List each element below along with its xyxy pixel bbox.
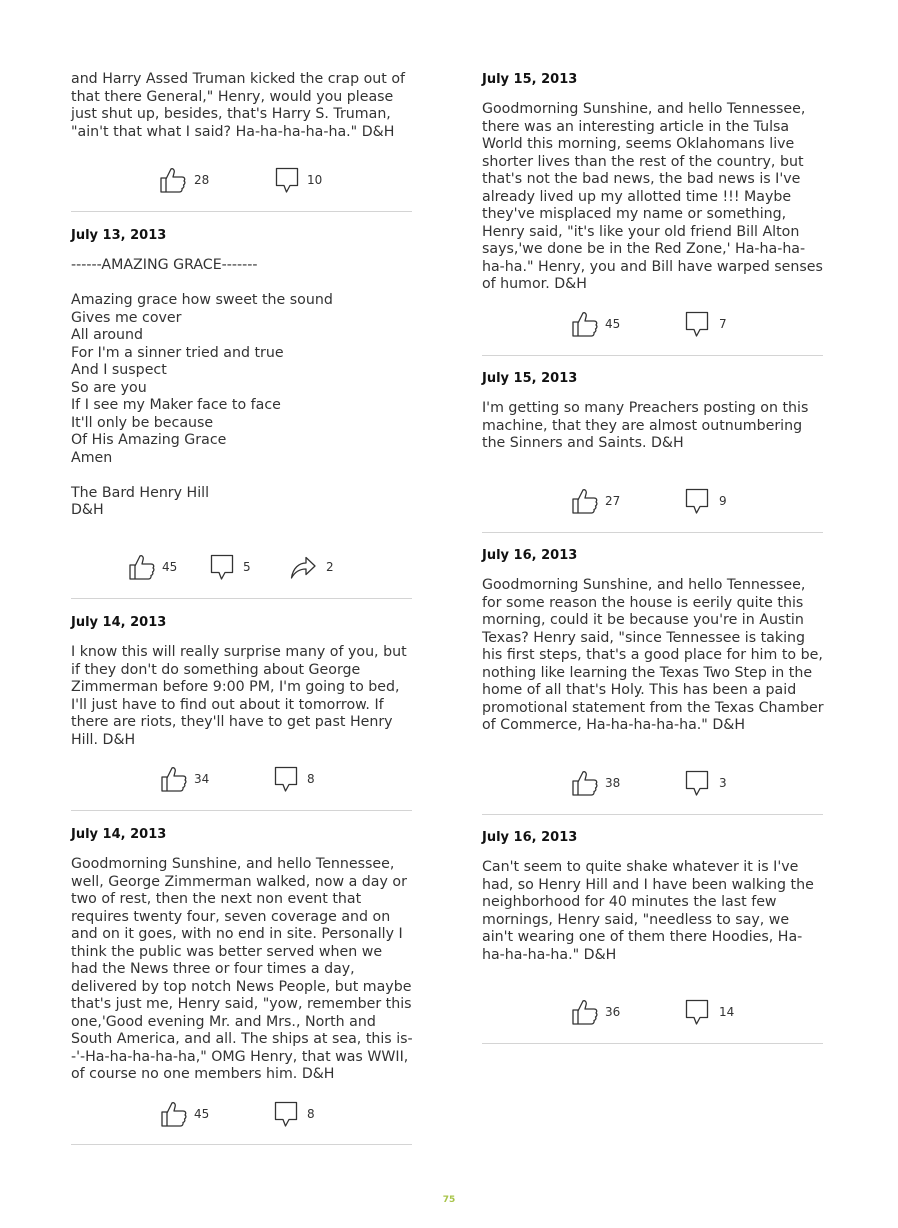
comment-count: 8 (307, 1107, 315, 1121)
divider (482, 1043, 823, 1044)
post-body: and Harry Assed Truman kicked the crap out of that there General," Henry, would you please just shut up, besides, that's Harry S. Truman, "ain't that what I said? Ha-ha-ha-ha-ha." D&H (71, 71, 406, 140)
thumbs-up-icon (571, 487, 599, 515)
post-date: July 16, 2013 (482, 548, 578, 563)
comment-bubble-icon (273, 765, 299, 793)
post-body: Goodmorning Sunshine, and hello Tennessee, there was an interesting article in the Tulsa World this morning, seems Oklahomans live shorter lives than the rest of the country, but that's not the bad news, the bad news is I've already lived up my allotted time !!! Maybe they've misplaced my name or something, Henry said, "it's like your old friend Bill Alton says,'we done be in the Red Zone,' Ha-ha-ha-ha-ha." Henry, you and Bill have warped senses of humor. D&H (482, 101, 823, 292)
thumbs-up-icon (160, 1100, 188, 1128)
comment-bubble-icon (684, 310, 710, 338)
post-stats (71, 765, 412, 795)
comment-bubble-icon (684, 998, 710, 1026)
page-number: 75 (442, 1195, 456, 1205)
like-count: 45 (194, 1107, 210, 1121)
post-stats (71, 553, 412, 583)
post-stats (71, 166, 412, 196)
divider (71, 1144, 412, 1145)
share-count: 2 (326, 560, 334, 574)
post-stats (71, 1100, 412, 1130)
like-count: 45 (605, 317, 621, 331)
post-date: July 14, 2013 (71, 615, 167, 630)
like-count: 45 (162, 560, 178, 574)
thumbs-up-icon (159, 166, 187, 194)
post-body: I'm getting so many Preachers posting on this machine, that they are almost outnumbering the Sinners and Saints. D&H (482, 400, 809, 451)
divider (71, 810, 412, 811)
share-arrow-icon (289, 553, 317, 581)
comment-bubble-icon (273, 1100, 299, 1128)
comment-count: 3 (719, 776, 727, 790)
comment-bubble-icon (209, 553, 235, 581)
comment-bubble-icon (684, 769, 710, 797)
like-count: 34 (194, 772, 210, 786)
thumbs-up-icon (160, 765, 188, 793)
comment-count: 7 (719, 317, 727, 331)
post-stats (482, 998, 823, 1028)
thumbs-up-icon (128, 553, 156, 581)
thumbs-up-icon (571, 310, 599, 338)
post-date: July 15, 2013 (482, 371, 578, 386)
divider (482, 532, 823, 533)
post-date: July 14, 2013 (71, 827, 167, 842)
like-count: 28 (194, 173, 210, 187)
comment-bubble-icon (274, 166, 300, 194)
comment-count: 9 (719, 494, 727, 508)
divider (482, 814, 823, 815)
divider (71, 211, 412, 212)
like-count: 36 (605, 1005, 621, 1019)
post-body: I know this will really surprise many of you, but if they don't do something about George Zimmerman before 9:00 PM, I'm going to bed, I'll just have to find out about it tomorrow. If there are riots, they'll have to get past Henry Hill. D&H (71, 644, 407, 748)
post-body: ------AMAZING GRACE------- Amazing grace how sweet the sound Gives me cover All around For I'm a sinner tried and true And I suspect So are you If I see my Maker face to face It'll only be because Of His Amazing Grace Amen The Bard Henry Hill D&H (71, 257, 333, 518)
post-stats (482, 769, 823, 799)
comment-count: 14 (719, 1005, 735, 1019)
thumbs-up-icon (571, 769, 599, 797)
comment-count: 10 (307, 173, 323, 187)
post-body: Goodmorning Sunshine, and hello Tennessee, for some reason the house is eerily quite this morning, could it be because you're in Austin Texas? Henry said, "since Tennessee is taking his first steps, that's a good place for him to be, nothing like learning the Texas Two Step in the home of all that's Holy. This has been a paid promotional statement from the Texas Chamber of Commerce, Ha-ha-ha-ha-ha." D&H (482, 577, 824, 733)
like-count: 27 (605, 494, 621, 508)
post-date: July 16, 2013 (482, 830, 578, 845)
divider (482, 355, 823, 356)
comment-count: 5 (243, 560, 251, 574)
comment-count: 8 (307, 772, 315, 786)
divider (71, 598, 412, 599)
post-body: Can't seem to quite shake whatever it is I've had, so Henry Hill and I have been walking the neighborhood for 40 minutes the last few mornings, Henry said, "needless to say, we ain't wearing one of them there Hoodies, Ha-ha-ha-ha-ha." D&H (482, 859, 814, 963)
post-date: July 15, 2013 (482, 72, 578, 87)
like-count: 38 (605, 776, 621, 790)
post-stats (482, 310, 823, 340)
thumbs-up-icon (571, 998, 599, 1026)
post-date: July 13, 2013 (71, 228, 167, 243)
post-stats (482, 487, 823, 517)
post-body: Goodmorning Sunshine, and hello Tennessee, well, George Zimmerman walked, now a day or two of rest, then the next non event that requires twenty four, seven coverage and on and on it goes, with no end in site. Personally I think the public was better served when we had the News three or four times a day, delivered by top notch News People, but maybe that's just me, Henry said, "yow, remember this one,'Good evening Mr. and Mrs., North and South America, and all. The ships at sea, this is--'-Ha-ha-ha-ha-ha," OMG Henry, that was WWII, of course no one members him. D&H (71, 856, 413, 1082)
comment-bubble-icon (684, 487, 710, 515)
